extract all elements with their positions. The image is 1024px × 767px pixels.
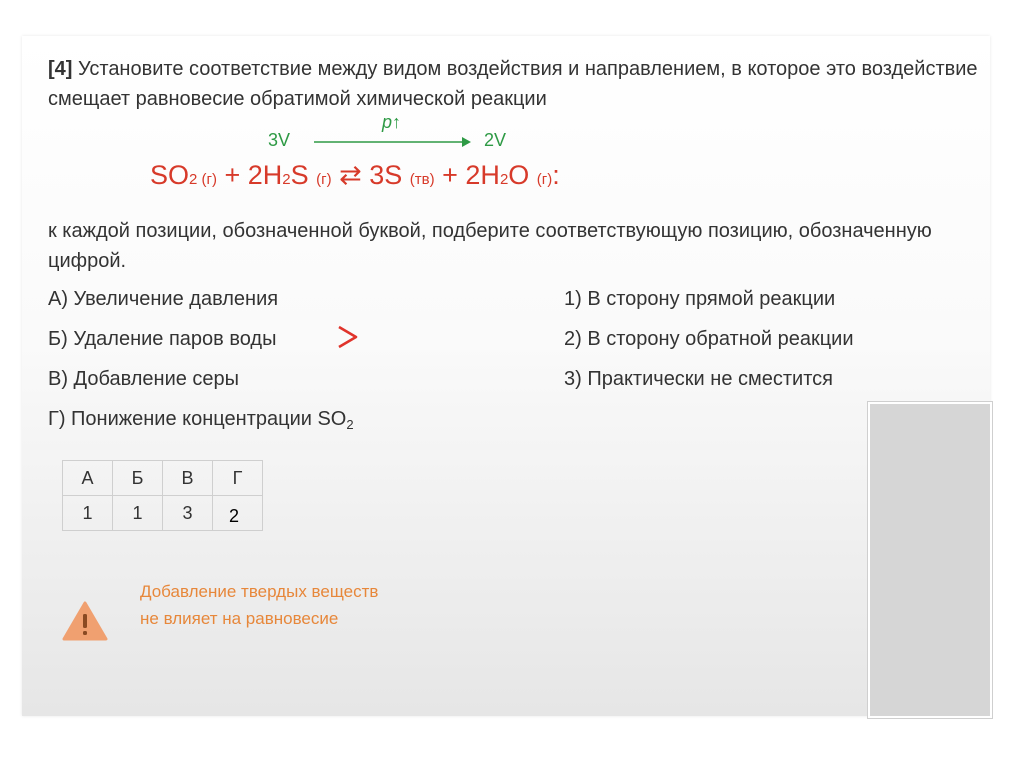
answer-header-cell: В: [163, 461, 213, 496]
question-number: [4]: [48, 58, 73, 80]
eq-term: S: [290, 160, 317, 190]
eq-term: 3S: [369, 160, 410, 190]
arrow-left-label: 3V: [268, 130, 291, 150]
left-item-b: Б) Удаление паров воды: [48, 328, 277, 350]
warning-triangle-icon: [62, 600, 108, 642]
left-item-c: В) Добавление серы: [48, 368, 240, 390]
eq-subscript: (г): [316, 171, 332, 188]
handwritten-answer: 2: [229, 506, 240, 526]
eq-subscript: (тв): [409, 171, 435, 188]
answer-header-cell: Г: [213, 461, 263, 496]
eq-term: :: [552, 160, 560, 190]
slide: [22, 36, 990, 716]
greater-than-mark-icon: [336, 324, 360, 350]
pressure-arrow-row: [22, 112, 990, 156]
reaction-equation: [150, 160, 560, 191]
eq-subscript: 2 (г): [189, 171, 217, 188]
left-item-d: [48, 408, 354, 432]
instruction-text: к каждой позиции, обозначенной буквой, подберите соответствующую позицию, обозначенную цифрой.: [48, 220, 932, 272]
right-item-2: 2) В сторону обратной реакции: [564, 328, 854, 350]
left-item-d-subscript: 2: [346, 417, 354, 432]
equilibrium-sign: ⇄: [331, 160, 370, 190]
question-body: Установите соответствие между видом воздействия и направлением, в которое это воздействие смещает равновесие обратимой химической реакции: [48, 58, 978, 110]
eq-term: + 2H: [434, 160, 500, 190]
eq-subscript: 2: [282, 171, 291, 188]
eq-subscript: 2: [499, 171, 509, 188]
eq-term: O: [508, 160, 537, 190]
eq-term: SO: [150, 160, 190, 190]
arrow-right-label: 2V: [484, 130, 507, 150]
answer-header-cell: Б: [113, 461, 163, 496]
right-item-3: 3) Практически не сместится: [564, 368, 833, 390]
answer-value-cell[interactable]: 1: [113, 496, 163, 531]
gray-placeholder-box: [868, 402, 992, 718]
warning-text: Добавление твердых веществ не влияет на равновесие: [140, 582, 379, 628]
answer-table-header-row: [63, 461, 263, 496]
answer-value-cell[interactable]: 1: [63, 496, 113, 531]
left-item-a: А) Увеличение давления: [48, 288, 279, 310]
arrow-top-label: p↑: [382, 112, 402, 132]
eq-subscript: (г): [536, 171, 553, 188]
question-text: [48, 54, 978, 114]
left-item-d-text: Г) Понижение концентрации SO: [48, 408, 347, 430]
answer-value-cell[interactable]: 3: [163, 496, 213, 531]
right-item-1: 1) В сторону прямой реакции: [564, 288, 836, 310]
eq-term: + 2H: [217, 160, 283, 190]
answer-header-cell: А: [63, 461, 113, 496]
arrow-right-icon: [312, 136, 472, 148]
